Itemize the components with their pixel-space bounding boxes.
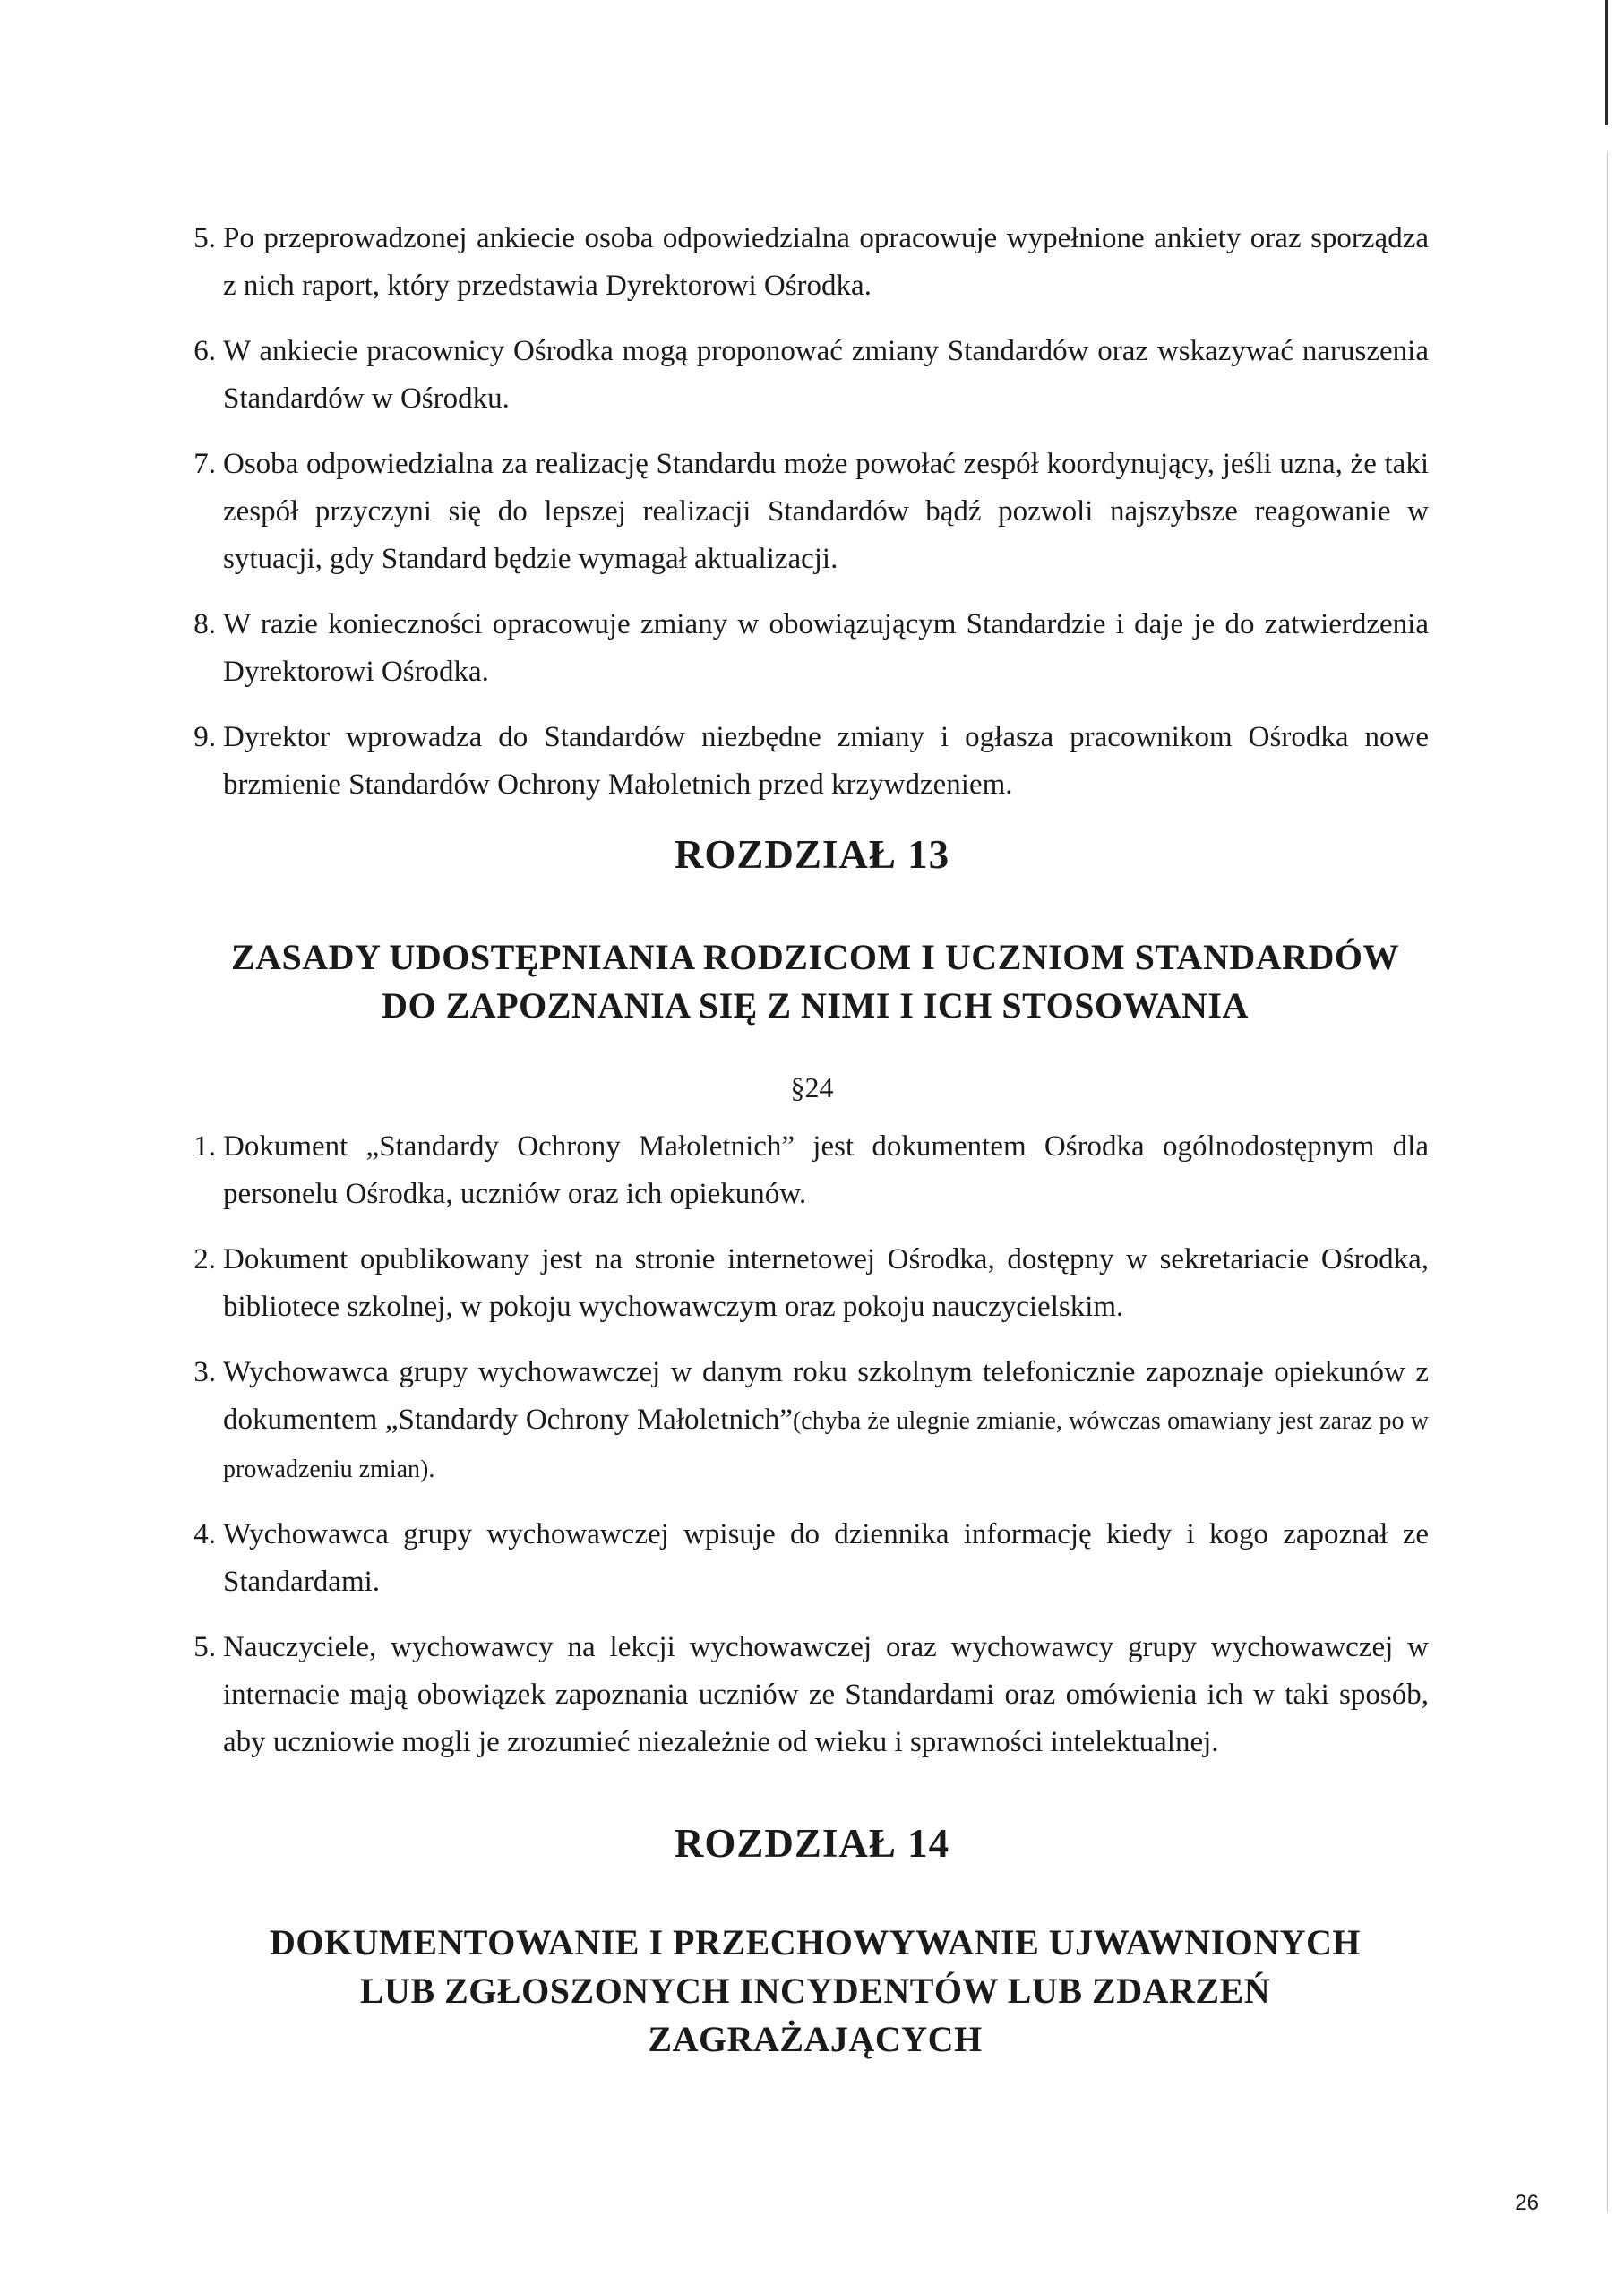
list-item (193, 714, 1429, 809)
chapter-14-heading (206, 1919, 1424, 2064)
list-item-number: 4. (193, 1518, 216, 1550)
list-item-number: 6. (193, 335, 216, 367)
list-item (193, 215, 1429, 310)
list-item (193, 1123, 1429, 1218)
list-item (193, 328, 1429, 423)
top-list (193, 215, 1429, 827)
chapter-14-title: ROZDZIAŁ 14 (674, 1821, 950, 1866)
list-item (193, 1349, 1429, 1493)
list-item-note: (chyba że ulegnie zmianie, wówczas omawiany jest zaraz po w prowadzeniu zmian). (223, 1407, 1429, 1483)
chapter-13-heading-line: DO ZAPOZNANIA SIĘ Z NIMI I ICH STOSOWANIA (382, 985, 1249, 1026)
list-item (193, 441, 1429, 583)
scan-edge-mark (1605, 0, 1608, 125)
list-item (193, 1624, 1429, 1766)
list-item-main-text: Wychowawca grupy wychowawczej w danym roku szkolnym telefonicznie zapoznaje opiekunów z dokumentem „Standardy Ochrony Małoletnich” (223, 1356, 1429, 1436)
list-item-number: 1. (193, 1130, 216, 1163)
list-item-number: 7. (193, 448, 216, 480)
list-item (193, 1236, 1429, 1331)
list-item-number: 2. (193, 1243, 216, 1275)
list-item-text: Dokument opublikowany jest na stronie internetowej Ośrodka, dostępny w sekretariacie Ośrodka, bibliotece szkolnej, w pokoju wychowawczym oraz pokoju nauczycielskim. (223, 1243, 1429, 1323)
list-item-text: W ankiecie pracownicy Ośrodka mogą proponować zmiany Standardów oraz wskazywać naruszenia Standardów w Ośrodku. (223, 335, 1429, 415)
chapter-14-heading-line: DOKUMENTOWANIE I PRZECHOWYWANIE UJWAWNIONYCH (269, 1922, 1362, 1962)
list-item-number: 5. (193, 1631, 216, 1663)
section-24: §24 (790, 1071, 834, 1104)
list-item (193, 1511, 1429, 1606)
list-item-number: 5. (193, 222, 216, 254)
list-item (193, 601, 1429, 696)
list-item-text: Nauczyciele, wychowawcy na lekcji wychowawczej oraz wychowawcy grupy wychowawczej w internacie mają obowiązek zapoznania uczniów ze Standardami oraz omówienia ich w taki sposób, aby uczniowie mogli je zrozumieć niezależnie od wieku i sprawności intelektualnej. (223, 1631, 1429, 1758)
list-item-text: Osoba odpowiedzialna za realizację Standardu może powołać zespół koordynujący, jeśli uzna, że taki zespół przyczyni się do lepszej realizacji Standardów bądź pozwoli najszybsze reagowanie w sytuacji, gdy Standard będzie wymagał aktualizacji. (223, 448, 1429, 575)
list-item-number: 8. (193, 608, 216, 640)
chapter-13-heading (206, 933, 1424, 1030)
chapter-14-heading-line: ZAGRAŻAJĄCYCH (648, 2019, 983, 2059)
scan-edge-line (1607, 152, 1608, 2212)
list-item-text: W razie konieczności opracowuje zmiany w obowiązującym Standardzie i daje je do zatwierdzenia Dyrektorowi Ośrodka. (223, 608, 1429, 688)
list-item-text: Dokument „Standardy Ochrony Małoletnich” jest dokumentem Ośrodka ogólnodostępnym dla personelu Ośrodka, uczniów oraz ich opiekunów. (223, 1130, 1429, 1210)
list-item-text: Po przeprowadzonej ankiecie osoba odpowiedzialna opracowuje wypełnione ankiety oraz sporządza z nich raport, który przedstawia Dyrektorowi Ośrodka. (223, 222, 1429, 302)
page-number: 26 (1515, 2191, 1539, 2215)
chapter-14-heading-line: LUB ZGŁOSZONYCH INCYDENTÓW LUB ZDARZEŃ (359, 1971, 1271, 2011)
list-item-text (223, 1349, 1429, 1493)
list-item-number: 3. (193, 1356, 216, 1388)
list-item-text: Dyrektor wprowadza do Standardów niezbędne zmiany i ogłasza pracownikom Ośrodka nowe brzmienie Standardów Ochrony Małoletnich przed krzywdzeniem. (223, 721, 1429, 801)
chapter-13-list (193, 1123, 1429, 1784)
list-item-number: 9. (193, 721, 216, 753)
chapter-13-title: ROZDZIAŁ 13 (674, 832, 950, 877)
list-item-text: Wychowawca grupy wychowawczej wpisuje do dziennika informację kiedy i kogo zapoznał ze Standardami. (223, 1518, 1429, 1598)
chapter-13-heading-line: ZASADY UDOSTĘPNIANIA RODZICOM I UCZNIOM STANDARDÓW (230, 937, 1399, 977)
